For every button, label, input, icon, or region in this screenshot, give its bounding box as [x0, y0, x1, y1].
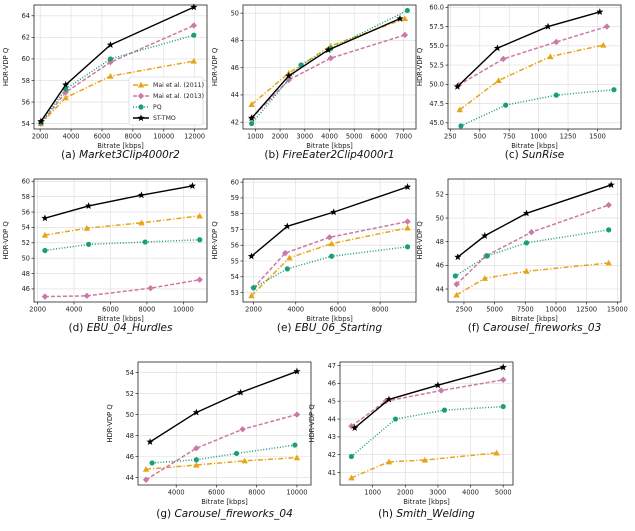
- series-line-pq: [461, 90, 614, 126]
- chart-panel-5: [211, 178, 416, 334]
- y-tick-label: 45.0: [429, 119, 444, 128]
- y-axis-label: HDR-VDP Q: [211, 221, 219, 260]
- data-point: [404, 183, 411, 190]
- y-axis-label: HDR-VDP Q: [416, 221, 424, 260]
- data-point: [524, 240, 529, 245]
- data-point: [149, 460, 154, 465]
- y-tick-label: 54: [21, 119, 30, 128]
- series-line-mai-et-al-2011: [146, 458, 297, 470]
- y-tick-label: 46: [125, 452, 134, 461]
- x-tick-label: 4000: [462, 488, 479, 497]
- x-tick-label: 1000: [246, 132, 264, 141]
- caption-prefix: (b): [264, 149, 283, 161]
- data-point: [329, 254, 334, 259]
- plot-frame: [448, 179, 621, 302]
- data-point: [191, 22, 197, 28]
- chart-panel-6: [416, 179, 628, 334]
- data-point: [41, 214, 48, 221]
- x-tick-label: 3000: [429, 488, 447, 497]
- series-line-pq: [152, 445, 295, 463]
- data-point: [191, 33, 196, 38]
- data-point: [239, 426, 245, 432]
- data-point: [138, 191, 145, 198]
- y-tick-label: 57: [230, 225, 239, 234]
- data-point: [292, 442, 297, 447]
- data-point: [42, 248, 47, 253]
- caption-title: Market3Clip4000r2: [79, 149, 180, 161]
- caption-title: Carousel_fireworks_03: [482, 322, 602, 334]
- data-point: [503, 103, 508, 108]
- y-tick-label: 55.0: [429, 42, 444, 51]
- y-tick-label: 58: [21, 76, 30, 85]
- y-tick-label: 52: [125, 389, 134, 398]
- caption-title: Smith_Welding: [396, 508, 475, 520]
- series-line-st-tmo: [458, 185, 611, 257]
- caption-title: SunRise: [522, 149, 565, 161]
- y-tick-label: 55: [230, 257, 239, 266]
- data-point: [405, 8, 410, 13]
- data-point: [501, 404, 506, 409]
- legend-label: ST-TMO: [153, 115, 176, 123]
- x-tick-label: 5000: [486, 305, 504, 314]
- x-tick-label: 6000: [102, 305, 119, 314]
- data-point: [442, 408, 447, 413]
- x-axis-label: Bitrate [kbps]: [403, 498, 450, 506]
- data-point: [294, 454, 300, 460]
- x-tick-label: 4000: [287, 305, 305, 314]
- y-tick-label: 64: [21, 12, 30, 21]
- y-tick-label: 50: [230, 9, 239, 18]
- x-tick-label: 5000: [494, 488, 512, 497]
- y-tick-label: 44: [327, 415, 336, 424]
- data-point: [328, 55, 334, 61]
- y-tick-label: 44: [230, 91, 239, 100]
- chart-panel-1: [2, 3, 207, 161]
- series-line-st-tmo: [150, 371, 297, 441]
- y-tick-label: 54: [125, 368, 134, 377]
- x-tick-label: 1250: [559, 132, 577, 141]
- data-point: [611, 87, 616, 92]
- data-point: [147, 285, 153, 291]
- x-tick-label: 2000: [245, 305, 262, 314]
- y-tick-label: 42: [230, 118, 239, 127]
- y-tick-label: 47: [327, 361, 336, 370]
- x-tick-label: 4000: [62, 132, 80, 141]
- y-tick-label: 50: [125, 410, 134, 419]
- x-tick-label: 4000: [167, 488, 185, 497]
- plot-frame: [448, 5, 621, 129]
- data-point: [349, 454, 354, 459]
- data-point: [142, 239, 147, 244]
- data-point: [458, 123, 463, 128]
- y-tick-label: 46: [327, 379, 336, 388]
- y-tick-label: 56: [230, 241, 239, 250]
- panel-caption: [61, 149, 180, 161]
- series-line-mai-et-al-2011: [457, 263, 609, 295]
- data-point: [606, 227, 611, 232]
- data-point: [528, 229, 534, 235]
- data-point: [495, 77, 501, 83]
- panel-caption: [156, 508, 293, 520]
- x-tick-label: 10000: [153, 132, 175, 141]
- data-point: [547, 53, 553, 59]
- data-point: [405, 244, 410, 249]
- data-point: [553, 39, 559, 45]
- data-point: [453, 273, 458, 278]
- data-point: [146, 438, 153, 445]
- data-point: [500, 56, 506, 62]
- data-point: [438, 387, 444, 393]
- y-tick-label: 50.0: [429, 80, 444, 89]
- data-point: [197, 237, 202, 242]
- caption-prefix: (h): [378, 508, 397, 520]
- data-point: [86, 242, 91, 247]
- series-line-pq: [254, 247, 408, 288]
- y-tick-label: 54: [230, 273, 239, 282]
- y-tick-label: 43: [327, 433, 336, 442]
- data-point: [194, 457, 199, 462]
- x-tick-label: 10000: [286, 488, 308, 497]
- x-tick-label: 10000: [545, 305, 567, 314]
- x-axis-label: Bitrate [kbps]: [511, 315, 558, 323]
- series-line-st-tmo: [45, 186, 193, 218]
- y-tick-label: 47.5: [429, 99, 444, 108]
- data-point: [330, 208, 337, 215]
- data-point: [85, 202, 92, 209]
- x-axis-label: Bitrate [kbps]: [306, 142, 353, 150]
- y-tick-label: 53: [230, 288, 239, 297]
- series-line-mai-et-al-2013: [146, 415, 297, 480]
- x-axis-label: Bitrate [kbps]: [97, 142, 144, 150]
- x-tick-label: 3000: [296, 132, 314, 141]
- y-tick-label: 58: [21, 192, 30, 201]
- data-point: [328, 240, 334, 246]
- chart-panel-7: [106, 362, 311, 520]
- panel-caption: [505, 149, 564, 161]
- x-tick-label: 12000: [184, 132, 206, 141]
- x-tick-label: 4000: [321, 132, 338, 141]
- legend-label: PQ: [153, 104, 162, 112]
- y-tick-label: 57.5: [429, 22, 444, 31]
- x-tick-label: 6000: [208, 488, 225, 497]
- x-tick-label: 8000: [124, 132, 142, 141]
- caption-title: FireEater2Clip4000r1: [282, 149, 395, 161]
- panel-caption: [264, 149, 394, 161]
- y-axis-label: HDR-VDP Q: [2, 221, 10, 260]
- legend-label: Mai et al. (2011): [153, 82, 205, 90]
- data-point: [294, 411, 300, 417]
- x-tick-label: 8000: [371, 305, 389, 314]
- data-point: [404, 225, 410, 231]
- y-tick-label: 44: [435, 285, 444, 294]
- y-tick-label: 52: [21, 239, 30, 248]
- series-line-st-tmo: [252, 19, 400, 118]
- y-tick-label: 58: [230, 209, 239, 218]
- x-tick-label: 10000: [172, 305, 194, 314]
- x-tick-label: 7000: [395, 132, 413, 141]
- data-point: [608, 181, 615, 188]
- caption-prefix: (a): [61, 149, 80, 161]
- panel-caption: [378, 508, 475, 520]
- panel-caption: [69, 322, 173, 334]
- caption-prefix: (e): [276, 322, 295, 334]
- x-tick-label: 6000: [329, 305, 347, 314]
- data-point: [453, 292, 459, 298]
- caption-prefix: (d): [68, 322, 87, 334]
- x-axis-label: Bitrate [kbps]: [511, 142, 558, 150]
- caption-title: EBU_06_Starting: [294, 322, 383, 334]
- y-tick-label: 62: [21, 33, 30, 42]
- data-point: [404, 218, 410, 224]
- data-point: [402, 32, 408, 38]
- data-point: [500, 377, 506, 383]
- caption-prefix: (f): [467, 322, 483, 334]
- data-point: [554, 93, 559, 98]
- y-tick-label: 48: [21, 269, 30, 278]
- panel-caption: [468, 322, 602, 334]
- chart-panel-8: [308, 362, 513, 520]
- x-tick-label: 750: [502, 132, 516, 141]
- data-point: [600, 42, 606, 48]
- y-tick-label: 44: [125, 473, 134, 482]
- series-line-mai-et-al-2011: [45, 216, 200, 235]
- y-tick-label: 60: [230, 178, 239, 187]
- y-tick-label: 52.5: [429, 61, 444, 70]
- y-tick-label: 56: [21, 98, 30, 107]
- plot-frame: [340, 362, 513, 485]
- caption-title: Carousel_fireworks_04: [174, 508, 293, 520]
- series-line-mai-et-al-2013: [457, 205, 609, 284]
- y-tick-label: 60: [21, 55, 30, 64]
- y-tick-label: 56: [21, 208, 30, 217]
- x-tick-label: 6000: [93, 132, 111, 141]
- legend: [129, 77, 204, 125]
- x-axis-label: Bitrate [kbps]: [97, 315, 144, 323]
- series-line-mai-et-al-2011: [351, 453, 496, 478]
- y-tick-label: 46: [435, 261, 444, 270]
- x-tick-label: 2500: [455, 305, 473, 314]
- series-line-pq: [45, 240, 200, 251]
- x-tick-label: 250: [444, 132, 457, 141]
- x-tick-label: 1000: [530, 132, 548, 141]
- data-point: [108, 56, 113, 61]
- chart-panel-4: [2, 178, 207, 334]
- data-point: [234, 451, 239, 456]
- y-tick-label: 48: [435, 237, 444, 246]
- series-line-mai-et-al-2013: [459, 27, 607, 86]
- data-point: [393, 416, 398, 421]
- y-axis-label: HDR-VDP Q: [106, 404, 114, 443]
- data-point: [606, 202, 612, 208]
- x-tick-label: 7500: [516, 305, 534, 314]
- data-point: [544, 23, 551, 30]
- data-point: [237, 389, 244, 396]
- data-point: [190, 3, 197, 10]
- data-point: [604, 23, 610, 29]
- y-axis-label: HDR-VDP Q: [416, 47, 424, 87]
- x-tick-label: 4000: [65, 305, 83, 314]
- x-tick-label: 1500: [589, 132, 606, 141]
- y-tick-label: 50: [21, 254, 30, 263]
- x-tick-label: 12500: [576, 305, 598, 314]
- x-tick-label: 2000: [31, 132, 49, 141]
- chart-panel-2: [211, 5, 416, 161]
- data-point: [189, 182, 196, 189]
- series-line-mai-et-al-2013: [45, 280, 200, 297]
- y-axis-label: HDR-VDP Q: [2, 47, 10, 87]
- legend-marker: [138, 104, 143, 109]
- x-tick-label: 6000: [370, 132, 388, 141]
- plot-frame: [34, 179, 207, 302]
- x-axis-label: Bitrate [kbps]: [201, 498, 248, 506]
- y-tick-label: 42: [327, 450, 336, 459]
- legend-label: Mai et al. (2013): [153, 93, 205, 101]
- caption-title: EBU_04_Hurdles: [86, 322, 173, 334]
- y-axis-label: HDR-VDP Q: [211, 47, 219, 87]
- y-tick-label: 59: [230, 194, 239, 203]
- data-point: [249, 121, 254, 126]
- series-line-pq: [455, 230, 608, 276]
- series-line-pq: [351, 407, 503, 457]
- data-point: [285, 266, 290, 271]
- x-tick-label: 8000: [248, 488, 266, 497]
- panel-caption: [277, 322, 383, 334]
- x-axis-label: Bitrate [kbps]: [306, 315, 353, 323]
- x-tick-label: 5000: [345, 132, 363, 141]
- x-tick-label: 500: [473, 132, 487, 141]
- y-tick-label: 50: [435, 214, 444, 223]
- data-point: [402, 15, 408, 21]
- y-tick-label: 41: [327, 468, 336, 477]
- x-tick-label: 2000: [396, 488, 414, 497]
- series-line-st-tmo: [457, 12, 599, 87]
- plot-frame: [138, 362, 311, 485]
- y-tick-label: 45: [327, 397, 336, 406]
- caption-prefix: (g): [156, 508, 175, 520]
- y-tick-label: 60: [21, 177, 30, 186]
- caption-prefix: (c): [504, 149, 523, 161]
- y-tick-label: 52: [435, 190, 444, 199]
- data-point: [107, 73, 113, 79]
- y-tick-label: 60.0: [429, 3, 444, 12]
- x-tick-label: 2000: [29, 305, 47, 314]
- chart-panel-3: [416, 4, 621, 161]
- y-tick-label: 48: [125, 431, 134, 440]
- data-point: [84, 293, 90, 299]
- x-tick-label: 2000: [271, 132, 289, 141]
- data-point: [251, 285, 256, 290]
- y-axis-label: HDR-VDP Q: [308, 404, 316, 443]
- data-point: [42, 293, 48, 299]
- y-tick-label: 48: [230, 36, 239, 45]
- data-point: [326, 234, 332, 240]
- y-tick-label: 46: [21, 285, 30, 294]
- data-point: [485, 253, 490, 258]
- x-tick-label: 8000: [138, 305, 156, 314]
- x-tick-label: 1000: [364, 488, 382, 497]
- data-point: [197, 277, 203, 283]
- y-tick-label: 46: [230, 63, 239, 72]
- y-tick-label: 54: [21, 223, 30, 232]
- x-tick-label: 15000: [606, 305, 628, 314]
